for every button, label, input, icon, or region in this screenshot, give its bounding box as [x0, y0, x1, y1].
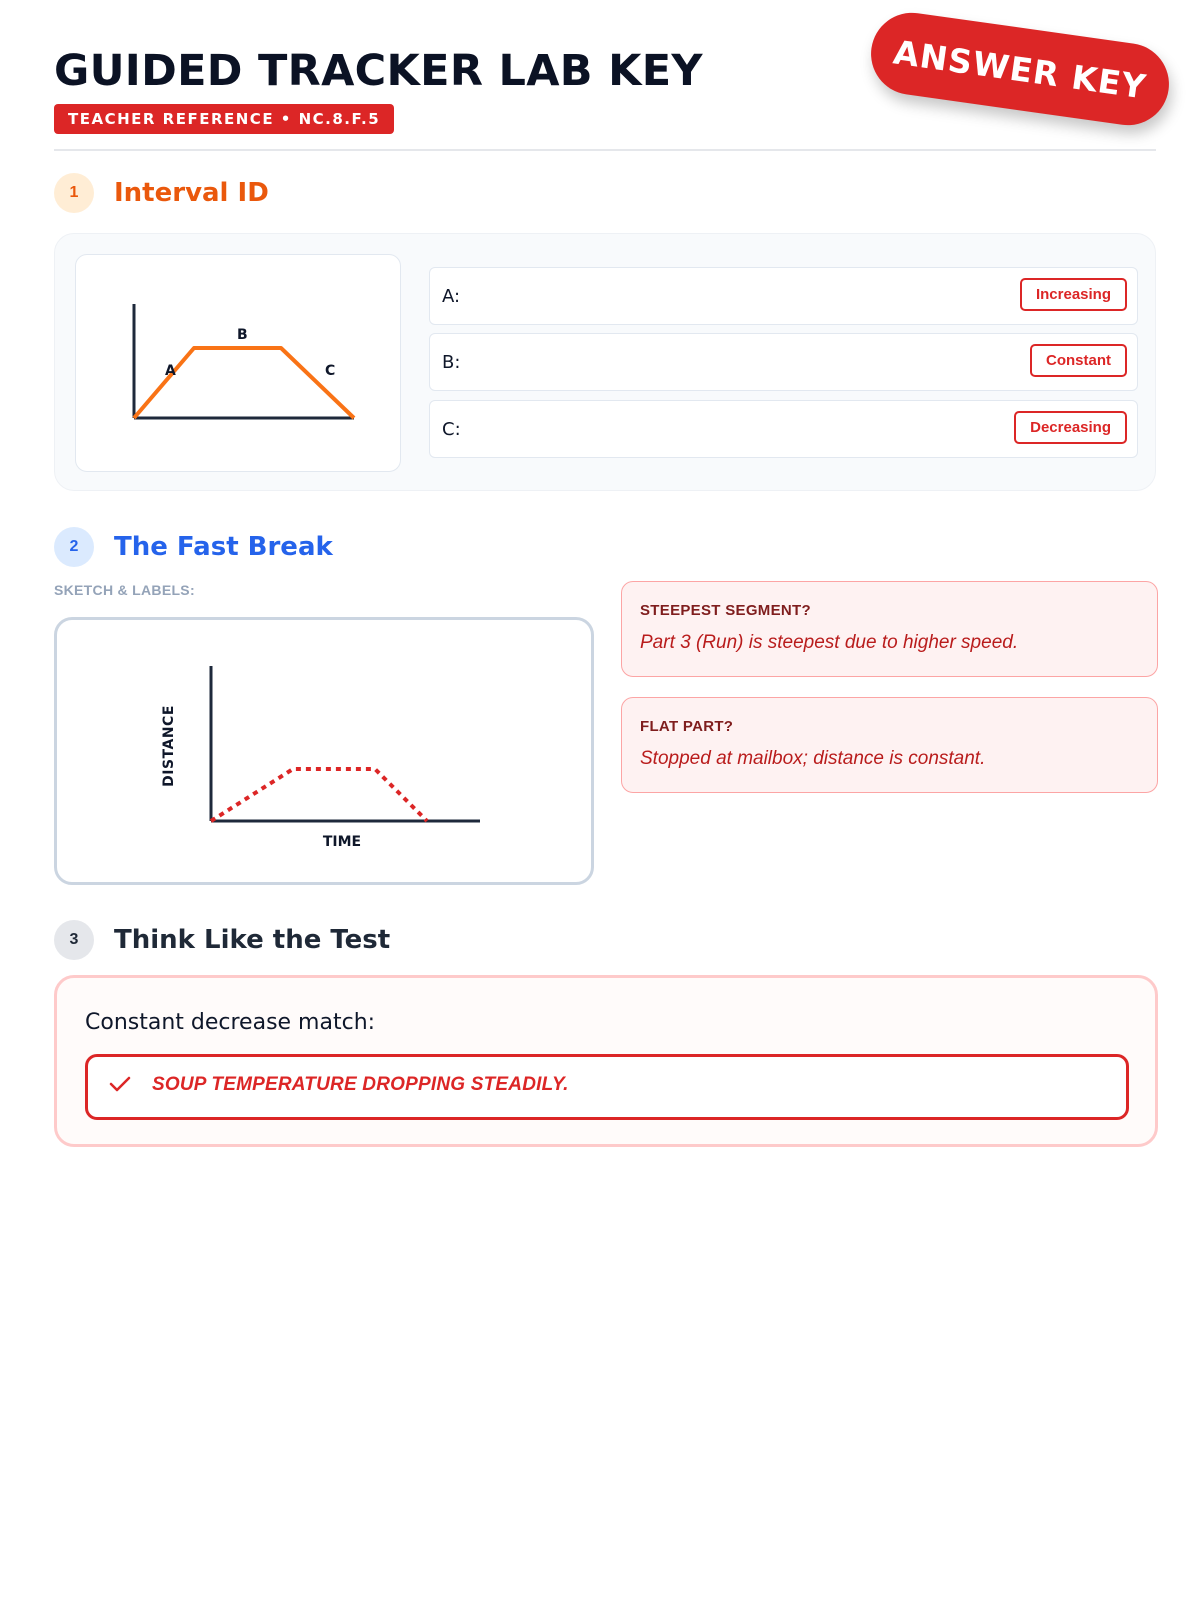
card-answer: Stopped at mailbox; distance is constant. — [640, 748, 986, 769]
section-title-fast-break: The Fast Break — [114, 532, 333, 562]
flat-part-card — [621, 697, 1158, 793]
section-title-think-like-test: Think Like the Test — [114, 925, 391, 955]
interval-row-a — [429, 267, 1138, 325]
fast-break-sketch-svg — [57, 620, 591, 882]
graph-label-c: C — [325, 363, 336, 379]
interval-graph-svg — [76, 255, 400, 471]
selected-answer — [85, 1054, 1129, 1120]
section-number-1: 1 — [54, 173, 94, 213]
y-axis-label: DISTANCE — [161, 705, 177, 787]
interval-graph-line — [134, 348, 354, 418]
graph-label-b: B — [237, 327, 248, 343]
x-axis-label: TIME — [322, 834, 362, 850]
match-prompt: Constant decrease match: — [85, 1010, 376, 1035]
interval-row-b — [429, 333, 1138, 391]
graph-label-a: A — [165, 363, 176, 379]
section-1-header — [54, 173, 269, 213]
selected-answer-text: SOUP TEMPERATURE DROPPING STEADILY. — [152, 1074, 569, 1095]
section-number-2: 2 — [54, 527, 94, 567]
header-divider — [54, 149, 1156, 151]
section-number-3: 3 — [54, 920, 94, 960]
sketch-box — [54, 617, 594, 885]
page-title: GUIDED TRACKER LAB KEY — [54, 46, 703, 96]
teacher-reference-badge: TEACHER REFERENCE • NC.8.F.5 — [54, 104, 394, 134]
interval-row-label: C: — [442, 419, 461, 440]
answer-tag-constant: Constant — [1030, 344, 1127, 377]
interval-id-panel — [54, 233, 1156, 491]
section-3-header — [54, 920, 390, 960]
check-icon — [108, 1072, 132, 1096]
interval-graph — [75, 254, 401, 472]
section-title-interval-id: Interval ID — [114, 178, 269, 208]
sketch-caption: SKETCH & LABELS: — [54, 582, 195, 598]
card-answer: Part 3 (Run) is steepest due to higher speed. — [640, 632, 1019, 653]
interval-row-c — [429, 400, 1138, 458]
steepest-segment-card — [621, 581, 1158, 677]
answer-tag-increasing: Increasing — [1020, 278, 1127, 311]
sketch-dotted-line — [211, 769, 427, 821]
think-like-test-panel — [54, 975, 1158, 1147]
section-2-header — [54, 527, 333, 567]
answer-tag-decreasing: Decreasing — [1014, 411, 1127, 444]
card-question: STEEPEST SEGMENT? — [640, 602, 811, 619]
interval-row-label: A: — [442, 286, 461, 307]
interval-row-label: B: — [442, 352, 461, 373]
card-question: FLAT PART? — [640, 718, 734, 735]
answer-key-stamp: ANSWER KEY — [866, 8, 1174, 131]
